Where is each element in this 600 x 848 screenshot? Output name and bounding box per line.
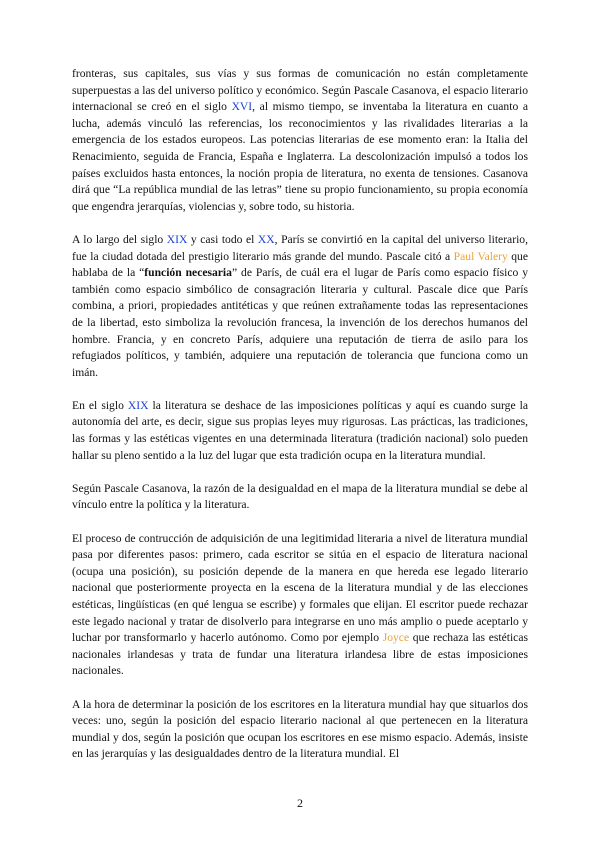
link-paul-valery[interactable]: Paul Valery <box>453 249 508 263</box>
text-run: El proceso de contrucción de adquisición de una legitimidad literaria a nivel de literatura mundial pasa por diferentes pasos: primero, cada escritor se sitúa en el espacio de literatura nacional (ocupa una posición), su posición depende de la manera en que hereda ese legado literario nacional que posteriormente proyecta en la escena de la literatura mundial y de las elecciones estéticas, lingüísticas (en qué lengua se escribe) y formales que elijan. El escritor puede rechazar este legado nacional y tratar de disolverlo para integrarse en uno más amplio o puede aceptarlo y luchar por transformarlo y hacerlo autónomo. Como por ejemplo <box>72 531 528 645</box>
document-body <box>72 66 528 780</box>
text-run: A lo largo del siglo <box>72 232 167 246</box>
paragraph <box>72 531 528 680</box>
paragraph <box>72 232 528 381</box>
text-run: Según Pascale Casanova, la razón de la desigualdad en el mapa de la literatura mundial se debe al vínculo entre la política y la literatura. <box>72 481 528 512</box>
text-run: ” de París, de cuál era el lugar de París como espacio físico y también como espacio simbólico de consagración literaria y cultural. Pascale dice que París combina, a priori, propiedades antitéticas y que reúnen extrañamente todas las representaciones de la libertad, esto simboliza la revolución francesa, la invención de los derechos humanos del hombre. Francia, y en concreto París, adquiere una reputación de tierra de asilo para los refugiados políticos, y también, adquiere una reputación de tolerancia que funciona como un imán. <box>72 266 529 379</box>
bold-term: función necesaria <box>144 266 232 280</box>
text-run: , París se convirtió en la capital del universo literario, fue la ciudad dotada del prestigio literario más grande del mundo. Pascale citó a <box>72 232 528 263</box>
link-xix[interactable]: XIX <box>166 232 188 246</box>
text-run: , al mismo tiempo, se inventaba la literatura en cuanto a lucha, además vinculó las referencias, los reconocimientos y las rivalidades literarias a la emergencia de los estados europeos. Las potencias literarias de ese momento eran: la Italia del Renacimiento, seguida de Francia, España e Inglaterra. La descolonización impulsó a todos los países excluidos hasta entonces, la noción propia de literatura, no exenta de tensiones. Casanova dirá que “La república mundial de las letras” tiene su propio funcionamiento, su propia economía que engendra jerarquías, violencias y, sobre todo, su historia. <box>72 100 528 213</box>
paragraph <box>72 697 528 763</box>
text-run: que hablaba de la “ <box>72 249 528 280</box>
paragraph <box>72 66 528 215</box>
paragraph <box>72 481 528 514</box>
text-run: la literatura se deshace de las imposiciones políticas y aquí es cuando surge la autonomía del arte, es decir, sigue sus propias leyes muy rigurosas. Las prácticas, las tradiciones, las formas y las estéticas vigentes en una determinada literatura (tradición nacional) solo pueden hallar su pleno sentido a la luz del lugar que esta tradición ocupa en la literatura mundial. <box>72 398 528 462</box>
link-xx[interactable]: XX <box>257 232 275 246</box>
text-run: En el siglo <box>72 398 128 412</box>
link-joyce[interactable]: Joyce <box>382 631 410 645</box>
text-run: A la hora de determinar la posición de los escritores en la literatura mundial hay que situarlos dos veces: uno, según la posición del espacio literario nacional al que pertenecen en la literatura mundial y dos, según la posición que ocupan los escritores en ese mismo espacio. Además, insiste en las jerarquías y las desigualdades dentro de la literatura mundial. El <box>72 697 528 761</box>
text-run: y casi todo el <box>187 232 258 246</box>
text-run: fronteras, sus capitales, sus vías y sus formas de comunicación no están completamente superpuestas a las del universo político y económico. Según Pascale Casanova, el espacio literario internacional se creó en el siglo <box>72 67 528 114</box>
page-number: 2 <box>297 796 303 810</box>
text-run: que rechaza las estéticas nacionales irlandesas y trata de fundar una literatura irlandesa libre de estas imposiciones nacionales. <box>72 631 528 678</box>
link-xix[interactable]: XIX <box>127 398 149 412</box>
paragraph <box>72 398 528 464</box>
link-xvi[interactable]: XVI <box>231 100 253 114</box>
